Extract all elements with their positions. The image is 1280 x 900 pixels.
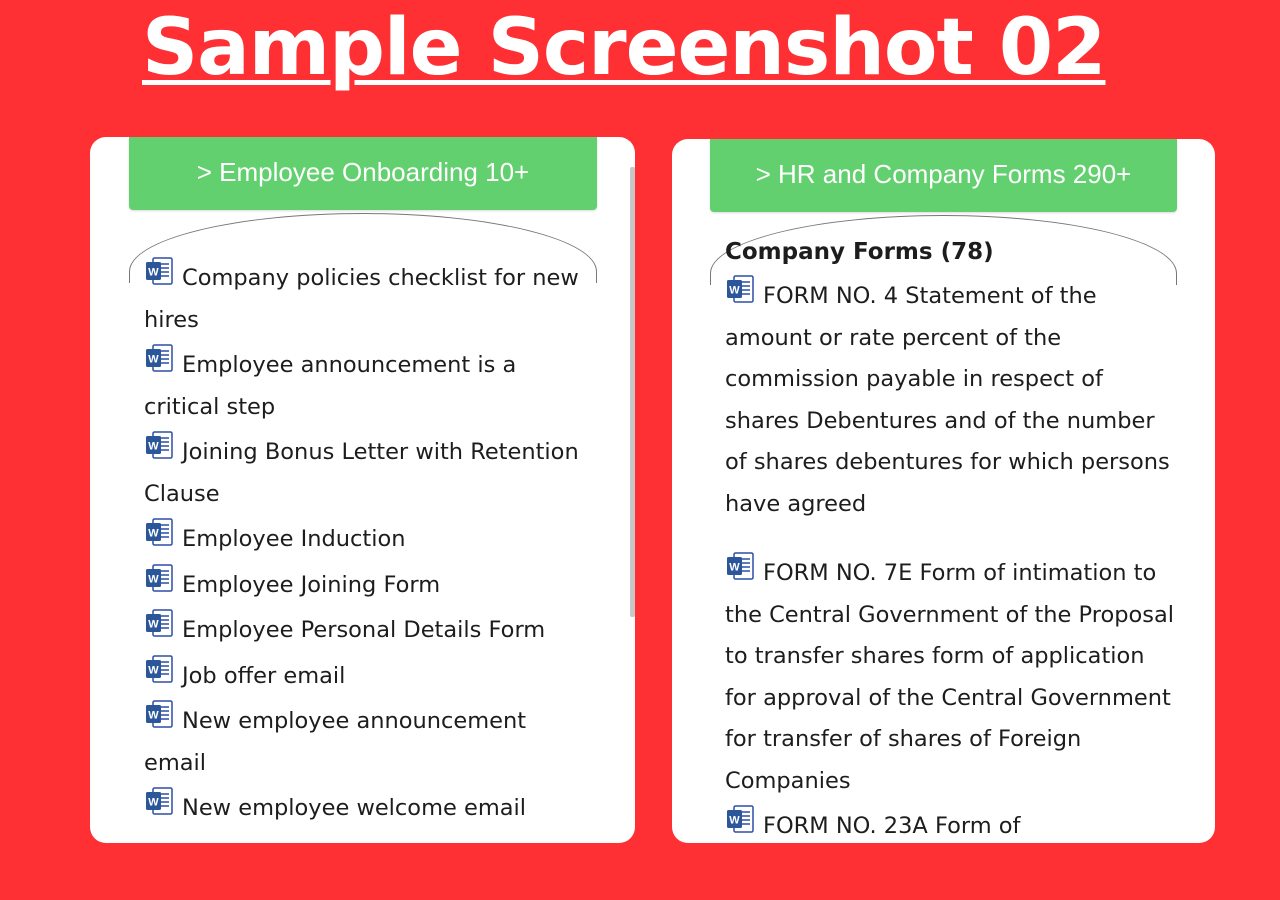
word-doc-icon — [725, 551, 755, 581]
word-doc-icon — [144, 343, 174, 373]
word-doc-icon — [725, 804, 755, 834]
list-item-label: Employee announcement is a critical step — [144, 352, 517, 420]
employee-onboarding-panel — [90, 137, 635, 843]
list-item[interactable] — [725, 274, 1175, 525]
list-item-label: FORM NO. 7E Form of intimation to the Central Government of the Proposal to transfer shares form of application for approval of the Central Government for transfer of shares of Foreign Companies — [725, 560, 1175, 794]
svg-text:W: W — [148, 664, 159, 676]
list-item-label: Company policies checklist for new hires — [144, 265, 579, 333]
svg-text:W: W — [148, 796, 159, 809]
list-item[interactable] — [144, 343, 584, 428]
svg-text:W: W — [729, 814, 740, 827]
employee-onboarding-header[interactable]: > Employee Onboarding 10+ — [129, 137, 597, 210]
word-doc-icon — [144, 563, 174, 593]
word-doc-icon — [144, 699, 174, 729]
list-item[interactable] — [144, 517, 584, 561]
svg-text:W: W — [148, 573, 159, 585]
svg-text:W: W — [148, 353, 159, 366]
svg-text:W: W — [148, 527, 159, 540]
list-item[interactable] — [725, 551, 1175, 802]
section-title: Company Forms (78) — [725, 239, 994, 265]
svg-text:W: W — [148, 266, 159, 279]
list-item[interactable] — [144, 256, 584, 341]
list-item-label: Employee Personal Details Form — [182, 617, 546, 643]
hr-company-forms-panel — [672, 139, 1215, 843]
list-item-label: New employee announcement email — [144, 708, 527, 776]
word-doc-icon — [144, 430, 174, 460]
word-doc-icon — [144, 786, 174, 816]
hr-company-forms-header[interactable]: > HR and Company Forms 290+ — [710, 139, 1177, 212]
list-item[interactable] — [144, 563, 584, 607]
word-doc-icon — [725, 274, 755, 304]
list-item-label: New employee welcome email — [182, 795, 527, 821]
list-item-label: FORM NO. 23A Form of — [763, 813, 1021, 839]
list-item-label: Job offer email — [182, 662, 346, 689]
word-doc-icon — [144, 517, 174, 547]
list-item[interactable] — [144, 786, 584, 830]
onboarding-list — [144, 256, 584, 832]
list-item[interactable] — [725, 804, 1175, 843]
list-item-label: Employee Induction — [182, 526, 406, 552]
word-doc-icon — [144, 654, 174, 684]
word-doc-icon — [144, 256, 174, 286]
company-forms-list — [725, 234, 1175, 843]
scrollbar[interactable] — [630, 167, 635, 617]
list-item[interactable] — [144, 430, 584, 515]
svg-text:W: W — [148, 618, 159, 631]
page-title: Sample Screenshot 02 — [142, 3, 1106, 93]
svg-text:W: W — [729, 561, 740, 574]
list-item[interactable] — [144, 699, 584, 784]
svg-text:W: W — [729, 284, 740, 297]
list-item[interactable] — [144, 608, 584, 652]
list-item-label: Employee Joining Form — [182, 571, 441, 598]
list-item[interactable] — [144, 654, 584, 698]
svg-text:W: W — [148, 440, 159, 453]
svg-text:W: W — [148, 709, 159, 722]
word-doc-icon — [144, 608, 174, 638]
list-item-label: Joining Bonus Letter with Retention Clause — [144, 439, 579, 507]
spacer — [725, 527, 1175, 551]
list-item-label: FORM NO. 4 Statement of the amount or rate percent of the commission payable in respect of shares Debentures and of the number of shares debentures for which persons have agreed — [725, 283, 1170, 517]
